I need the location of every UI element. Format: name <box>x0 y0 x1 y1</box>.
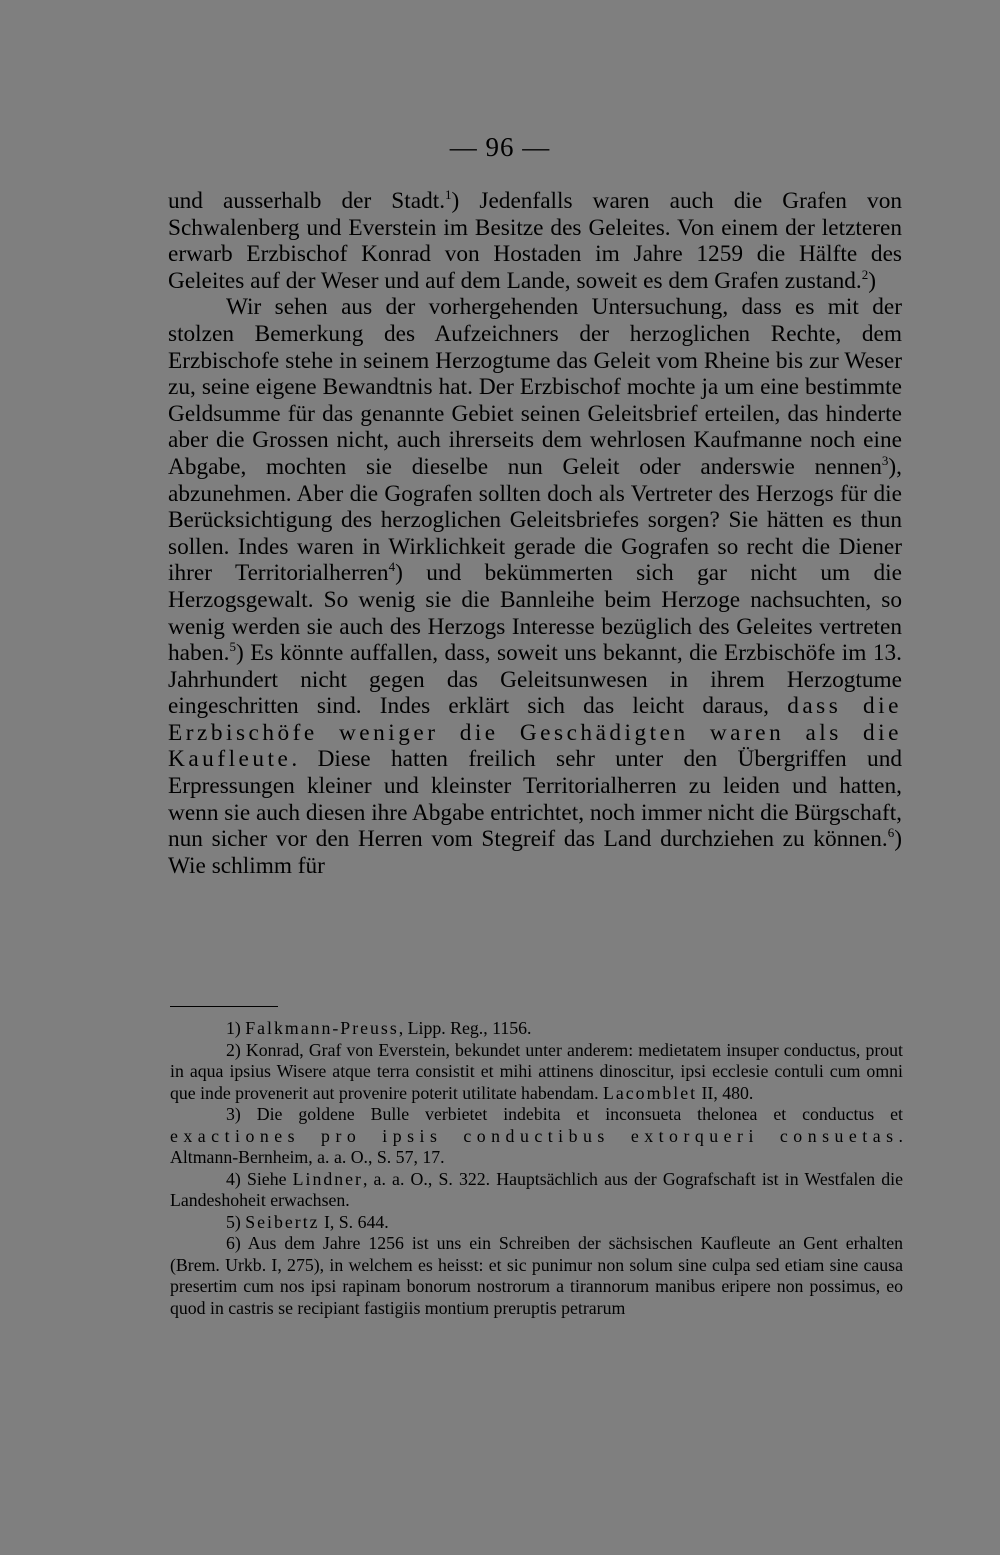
spaced-author: Falkmann-Preuss <box>245 1018 399 1038</box>
text-span: ) und bekümmerten sich gar nicht um die Herzogsgewalt. So wenig sie die Bannleihe beim Herzoge nachsuchten, so wenig werden sie auch des Herzogs Interesse bezüglich des Geleites vertreten haben. <box>168 560 902 667</box>
paragraph-2 <box>168 294 902 879</box>
spaced-author: Lindner <box>292 1168 363 1189</box>
text-span: ) Wie schlimm für <box>168 826 902 879</box>
spaced-emphasis: exactiones pro ipsis conductibus extorqueri consuetas <box>170 1125 899 1146</box>
footnote-divider <box>170 1006 278 1007</box>
footnote-text: 6) Aus dem Jahre 1256 ist uns ein Schreiben der sächsischen Kaufleute an Gent erhalten (Brem. Urkb. I, 275), in welchem es heisst: et sic punimur non solum sine culpa sed etiam sine causa presertim cum nos ipsi rapinam bonorum nostrorum a tirannorum manibus eripere non possimus, eo quod in castris se recipiant fastigiis montium preruptis petrarum <box>170 1233 903 1318</box>
footnote-1 <box>170 1018 903 1040</box>
text-span: Wir sehen aus der vorhergehenden Untersuchung, dass es mit der stolzen Bemerkung des Aufzeichners der herzoglichen Rechte, dem Erzbischofe stehe in seinem Herzogtume das Geleit vom Rheine bis zur Weser zu, seine eigene Bewandtnis hat. Der Erzbischof mochte ja um eine bestimmte Geldsumme für das genannte Gebiet seinen Geleitsbrief erteilen, das hinderte aber die Grossen nicht, auch ihrerseits dem wehrlosen Kaufmanne noch eine Abgabe, mochten sie dieselbe nun Geleit oder anderswie nennen <box>168 294 902 480</box>
footnote-ref-4: 4 <box>388 559 396 575</box>
footnote-tail: . Altmann-Bernheim, a. a. O., S. 57, 17. <box>170 1125 903 1167</box>
footnote-text: , Lipp. Reg., 1156. <box>398 1018 532 1038</box>
text-span: ) Es könnte auffallen, dass, soweit uns bekannt, die Erzbischöfe im 13. Jahrhundert nicht gegen das Geleitsunwesen in ihrem Herzogtume eingeschritten sind. Indes erklärt sich das leicht daraus, <box>168 640 902 720</box>
footnote-text: 3) Die goldene Bulle verbietet indebita et inconsueta thelonea et conductus et <box>226 1104 903 1124</box>
footnote-text: 2) Konrad, Graf von Everstein, bekundet unter anderem: medietatem insuper conductus, prout in aqua ipsius Wisere atque terra consistit et mihi attinens dinoscitur, ipsi ecclesie contuli cum omni que inde provenerit aut provenire poterit utilitate habendam. <box>170 1039 903 1103</box>
footnote-3 <box>170 1104 903 1169</box>
spaced-author: Seibertz <box>245 1211 320 1232</box>
footnote-tail: II, 480. <box>697 1082 754 1103</box>
footnote-text: I, S. 644. <box>319 1211 389 1232</box>
text-span: und ausserhalb der Stadt. <box>168 188 446 214</box>
footnote-6 <box>170 1233 903 1319</box>
footnote-ref-5: 5 <box>229 639 236 655</box>
footnote-ref-6: 6 <box>887 825 895 841</box>
spaced-author: Lacomblet <box>603 1082 698 1103</box>
footnote-number: 4) Siehe <box>226 1168 293 1189</box>
footnote-number: 1) <box>226 1018 246 1038</box>
footnote-ref-3: 3 <box>881 453 889 469</box>
main-text <box>168 188 902 879</box>
paragraph-1 <box>168 188 902 294</box>
spaced-emphasis: dass die Erzbischöfe weniger die Geschädigten waren als die Kaufleute <box>168 693 902 773</box>
text-span: ) <box>868 267 877 294</box>
text-span: ) Jedenfalls waren auch die Grafen von Schwalenberg und Everstein im Besitze des Geleites. Von einem der letzteren erwarb Erzbischof Konrad von Hostaden im Jahre 1259 die Hälfte des Geleites auf der Weser und auf dem Lande, soweit es dem Grafen zustand. <box>168 188 902 294</box>
footnote-text: , a. a. O., S. 322. Hauptsächlich aus der Gografschaft ist in Westfalen die Landeshoheit erwachsen. <box>170 1168 903 1210</box>
footnote-ref-2: 2 <box>861 267 869 283</box>
page-number: — 96 — <box>449 132 551 162</box>
footnote-2 <box>170 1040 903 1105</box>
footnote-number: 5) <box>226 1211 246 1232</box>
text-span: ), abzunehmen. Aber die Gografen sollten doch als Vertreter des Herzogs für die Berücksichtigung des herzoglichen Geleitsbriefes sorgen? Sie hätten es thun sollen. Indes waren in Wirklichkeit gerade die Gografen so recht die Diener ihrer Territorialherren <box>168 453 902 587</box>
footnote-5 <box>170 1212 903 1234</box>
text-span: . Diese hatten freilich sehr unter den Übergriffen und Erpressungen kleiner und kleinster Territorialherren zu leiden und hatten, wenn sie auch diesen ihre Abgabe entrichtet, noch immer nicht die Bürgschaft, nun sicher vor den Herren vom Stegreif das Land durchziehen zu können. <box>168 746 902 853</box>
footnote-4 <box>170 1169 903 1212</box>
footnotes <box>170 1018 903 1319</box>
footnote-ref-1: 1 <box>445 187 452 203</box>
